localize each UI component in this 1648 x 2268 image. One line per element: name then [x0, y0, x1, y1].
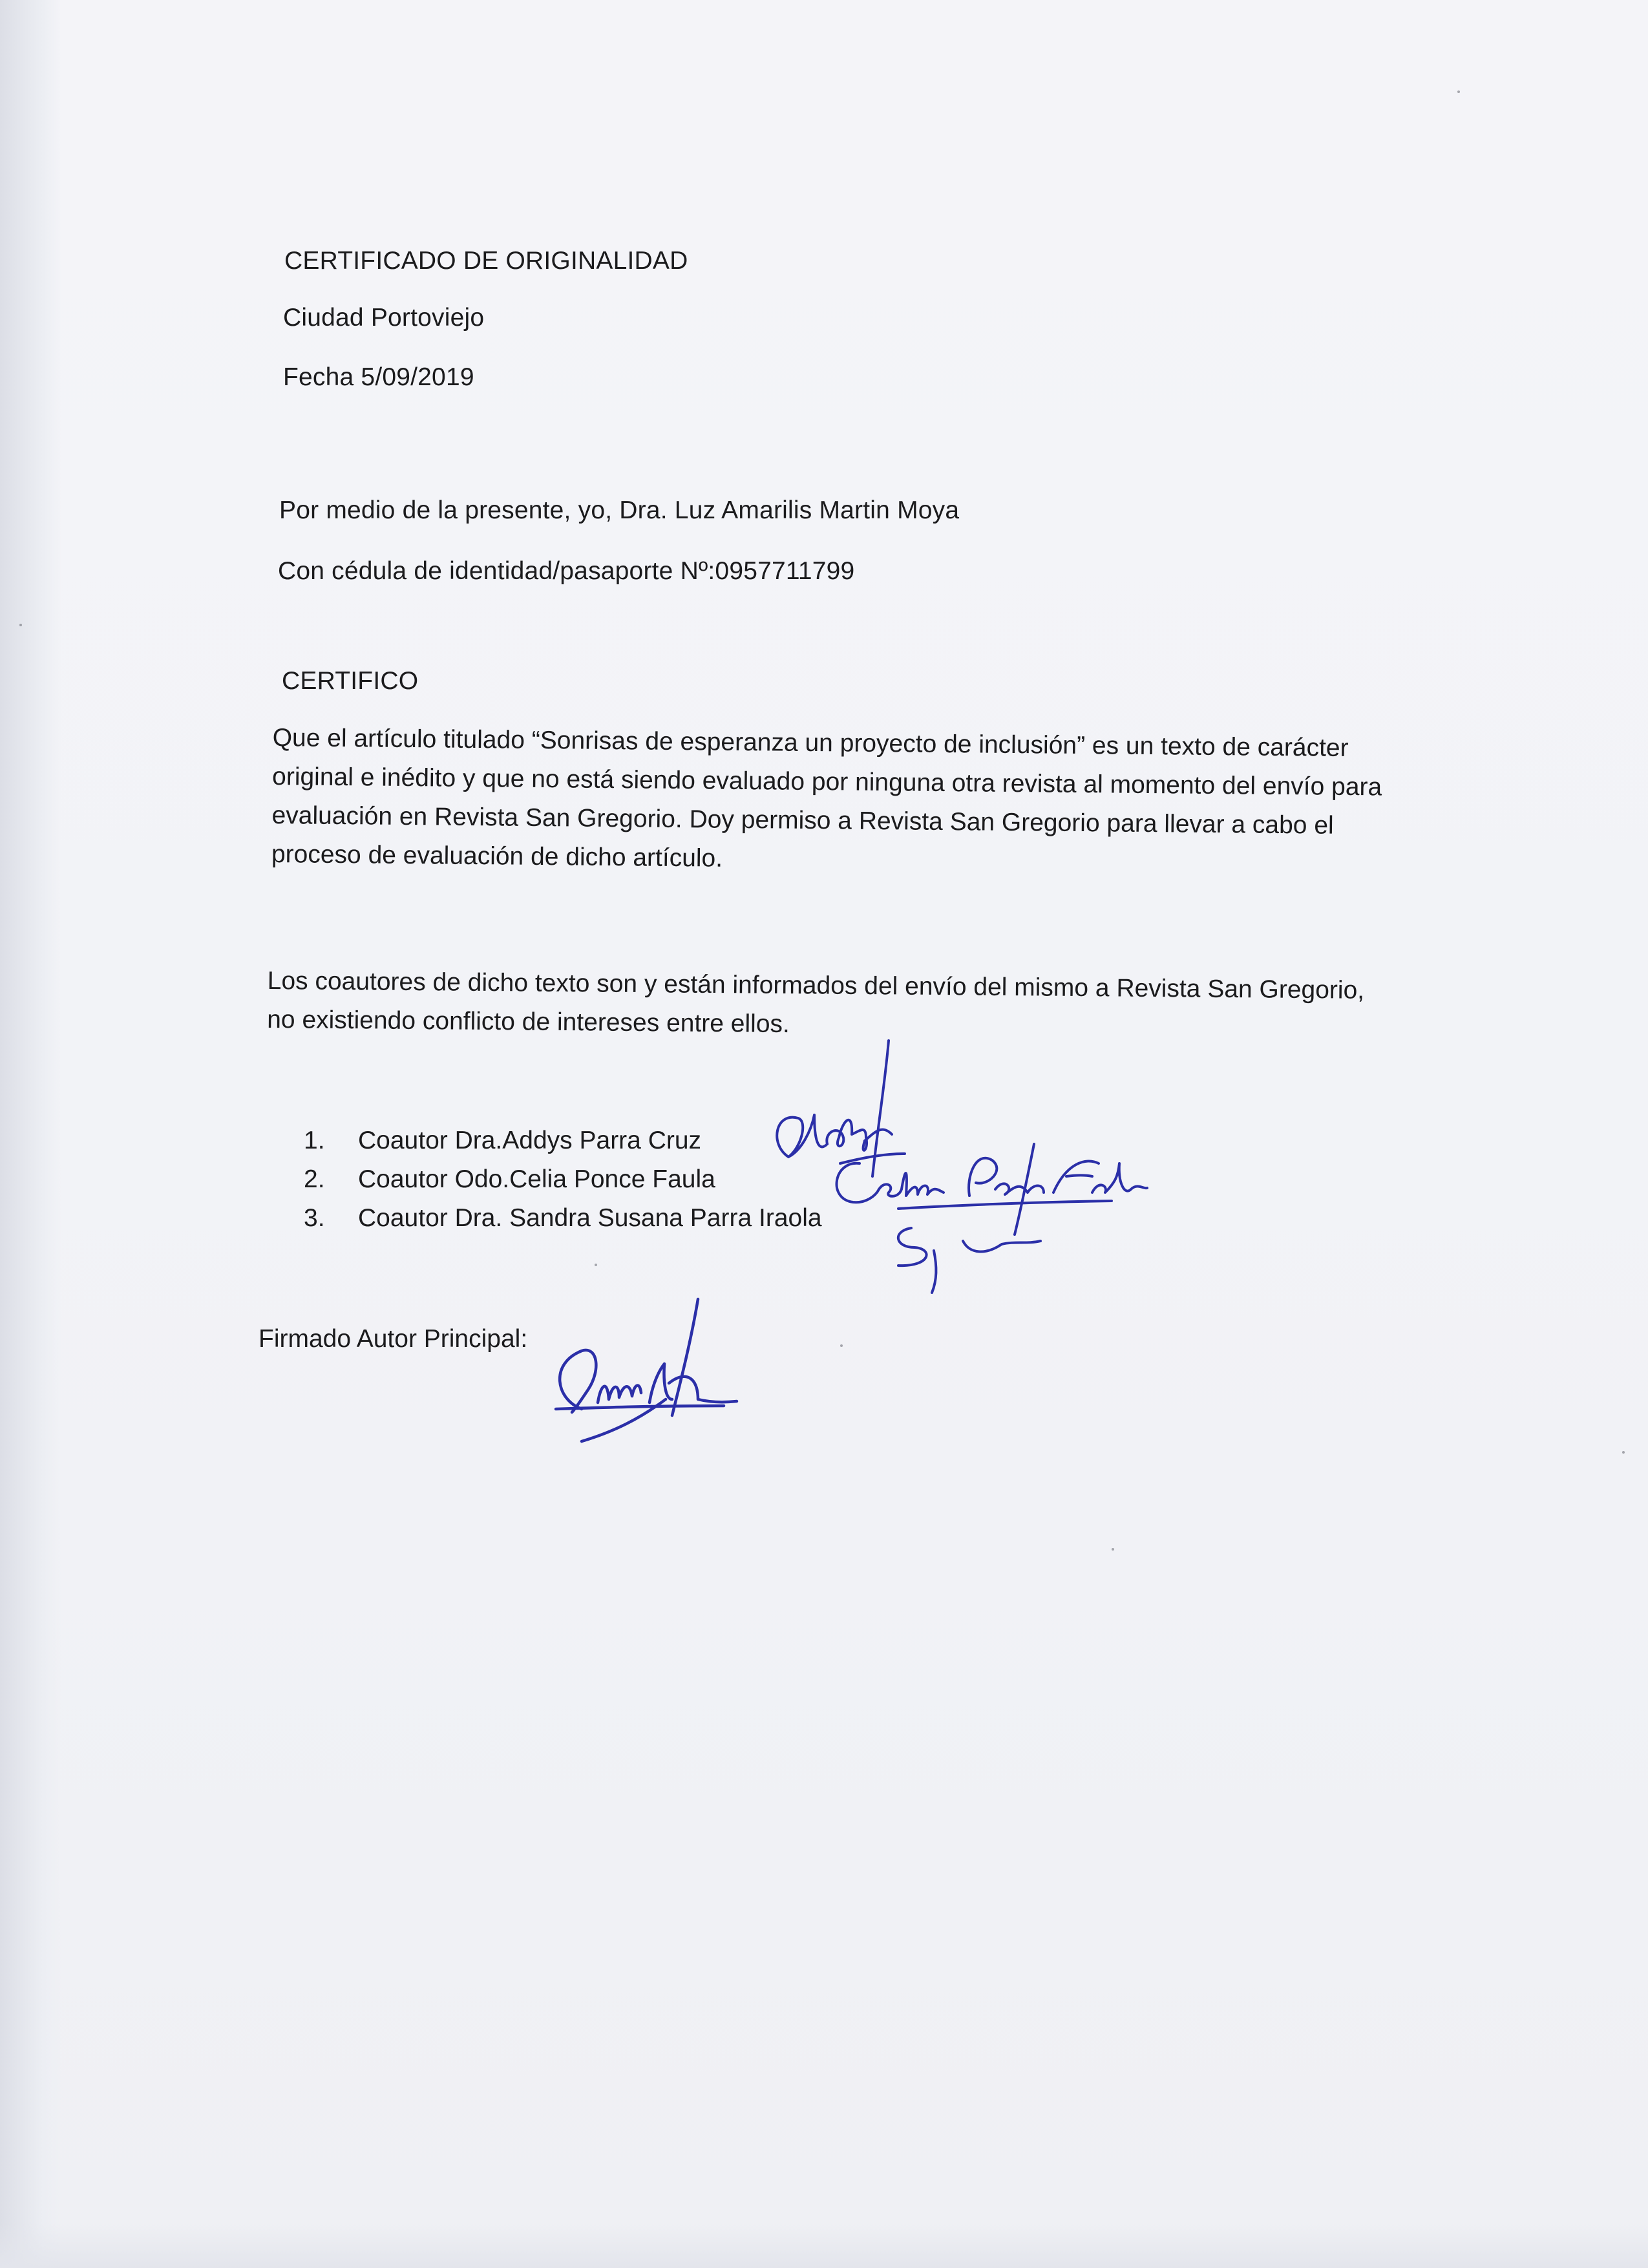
- coauthor-item: [304, 1160, 822, 1199]
- coauthor-number: 3.: [304, 1204, 325, 1232]
- coauthor-number: 1.: [304, 1127, 325, 1154]
- date-line: Fecha 5/09/2019: [283, 363, 474, 391]
- coauthor-list: [304, 1121, 822, 1238]
- coauthor-3-signature: [872, 1215, 1060, 1299]
- scan-speck: [1112, 1548, 1114, 1551]
- scan-speck: [19, 624, 22, 626]
- certifico-heading: CERTIFICO: [282, 667, 419, 695]
- scan-speck: [1457, 90, 1460, 93]
- certificate-title: CERTIFICADO DE ORIGINALIDAD: [284, 247, 688, 275]
- signed-principal-label: Firmado Autor Principal:: [259, 1325, 528, 1353]
- identity-line: Con cédula de identidad/pasaporte Nº:0957711799: [278, 557, 855, 585]
- scan-shadow-bottom: [0, 2223, 1648, 2268]
- originality-paragraph: Que el artículo titulado “Sonrisas de esperanza un proyecto de inclusión” es un texto de carácter original e inédito y que no está siendo evaluado por ninguna otra revista al momento del envío para evaluación en Revista San Gregorio. Doy permiso a Revista San Gregorio para llevar a cabo el proceso de evaluación de dicho artículo.: [271, 723, 1382, 873]
- scan-speck: [840, 1344, 843, 1347]
- city-line: Ciudad Portoviejo: [283, 304, 485, 332]
- coauthor-name: Coautor Dra.Addys Parra Cruz: [358, 1127, 702, 1154]
- intro-line: Por medio de la presente, yo, Dra. Luz Amarilis Martin Moya: [279, 496, 960, 524]
- coauthors-paragraph: Los coautores de dicho texto son y están informados del envío del mismo a Revista San Gregorio, no existiendo conflicto de intereses entre ellos.: [267, 966, 1365, 1039]
- coauthor-number: 2.: [304, 1165, 325, 1193]
- scan-speck: [595, 1264, 597, 1266]
- coauthor-name: Coautor Dra. Sandra Susana Parra Iraola: [358, 1204, 822, 1232]
- scan-speck: [1622, 1451, 1625, 1454]
- coauthor-item: [304, 1199, 822, 1238]
- coauthor-name: Coautor Odo.Celia Ponce Faula: [358, 1165, 715, 1193]
- principal-author-signature: [536, 1286, 750, 1454]
- scan-shadow-left: [0, 0, 61, 2268]
- coauthor-item: [304, 1121, 822, 1160]
